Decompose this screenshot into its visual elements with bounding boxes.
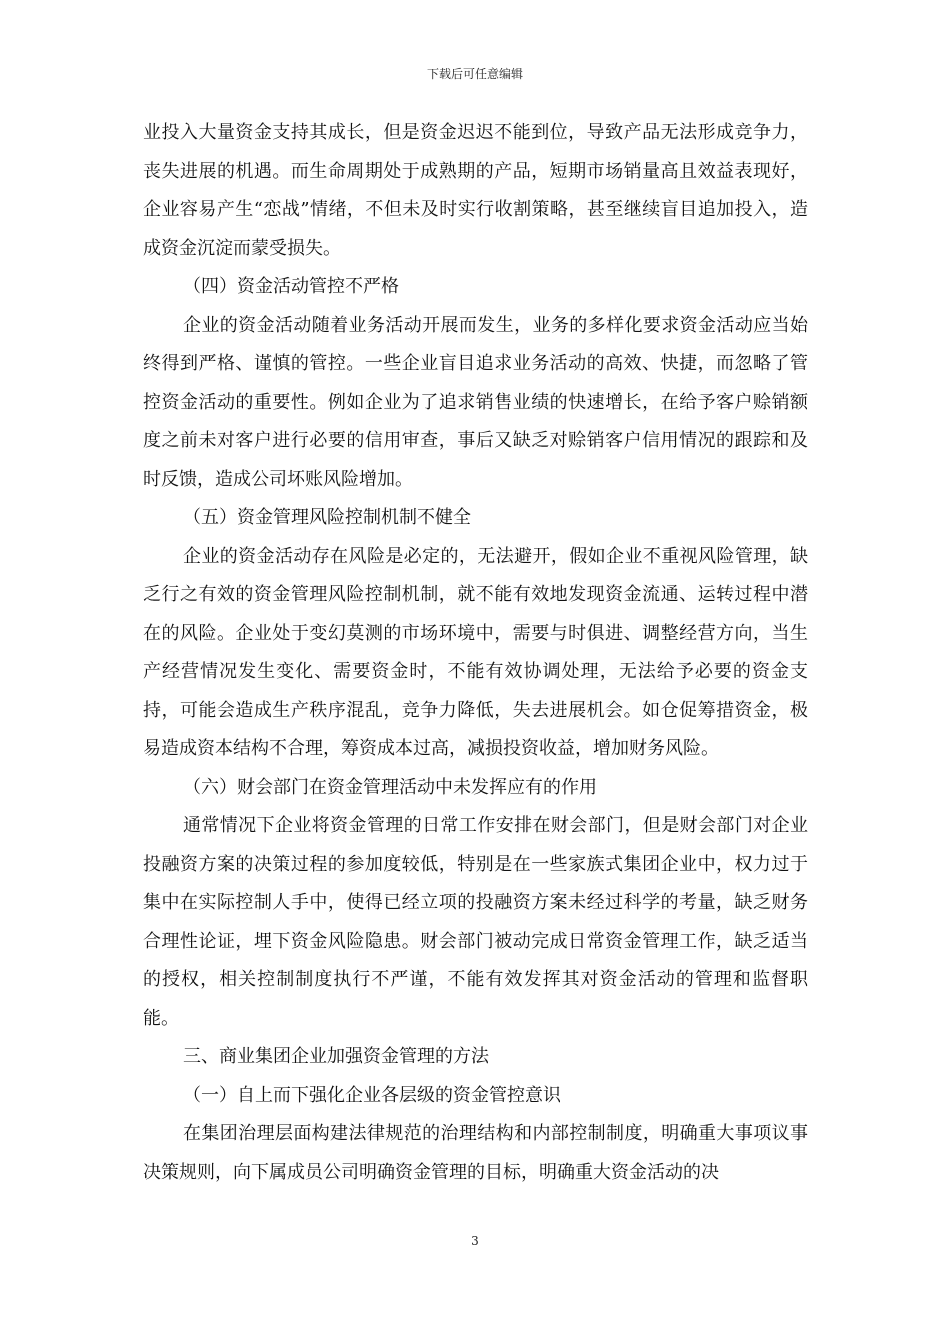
page-number: 3	[471, 1234, 479, 1248]
paragraph: 通常情况下企业将资金管理的日常工作安排在财会部门，但是财会部门对企业投融资方案的决策过程的参加度较低，特别是在一些家族式集团企业中，权力过于集中在实际控制人手中，使得已经立项的投融资方案未经过科学的考量，缺乏财务合理性论证，埋下资金风险隐患。财会部门被动完成日常资金管理工作，缺乏适当的授权，相关控制制度执行不严谨，不能有效发挥其对资金活动的管理和监督职能。	[143, 815, 808, 1029]
paragraph: （五）资金管理风险控制机制不健全	[183, 507, 471, 528]
document-body	[143, 114, 808, 1192]
paragraph: （六）财会部门在资金管理活动中未发挥应有的作用	[183, 776, 597, 798]
page-header: 下载后可任意编辑	[426, 67, 523, 81]
paragraph: （四）资金活动管控不严格	[183, 276, 399, 297]
paragraph: 企业的资金活动存在风险是必定的，无法避开，假如企业不重视风险管理，缺乏行之有效的资金管理风险控制机制，就不能有效地发现资金流通、运转过程中潜在的风险。企业处于变幻莫测的市场环境中，需要与时俱进、调整经营方向，当生产经营情况发生变化、需要资金时，不能有效协调处理，无法给予必要的资金支持，可能会造成生产秩序混乱，竞争力降低，失去进展机会。如仓促筹措资金，极易造成资本结构不合理，筹资成本过高，减损投资收益，增加财务风险。	[143, 545, 808, 759]
paragraph: 在集团治理层面构建法律规范的治理结构和内部控制制度，明确重大事项议事决策规则，向下属成员公司明确资金管理的目标，明确重大资金活动的决	[143, 1123, 808, 1183]
paragraph: 业投入大量资金支持其成长，但是资金迟迟不能到位，导致产品无法形成竞争力，丧失进展的机遇。而生命周期处于成熟期的产品，短期市场销量高且效益表现好，企业容易产生“恋战”情绪，不但未及时实行收割策略，甚至继续盲目追加投入，造成资金沉淀而蒙受损失。	[143, 122, 808, 259]
paragraph: 企业的资金活动随着业务活动开展而发生，业务的多样化要求资金活动应当始终得到严格、谨慎的管控。一些企业盲目追求业务活动的高效、快捷，而忽略了管控资金活动的重要性。例如企业为了追求销售业绩的快速增长，在给予客户赊销额度之前未对客户进行必要的信用审查，事后又缺乏对赊销客户信用情况的跟踪和及时反馈，造成公司坏账风险增加。	[143, 314, 808, 490]
paragraph: 三、商业集团企业加强资金管理的方法	[183, 1046, 489, 1067]
paragraph: （一）自上而下强化企业各层级的资金管控意识	[183, 1084, 561, 1106]
